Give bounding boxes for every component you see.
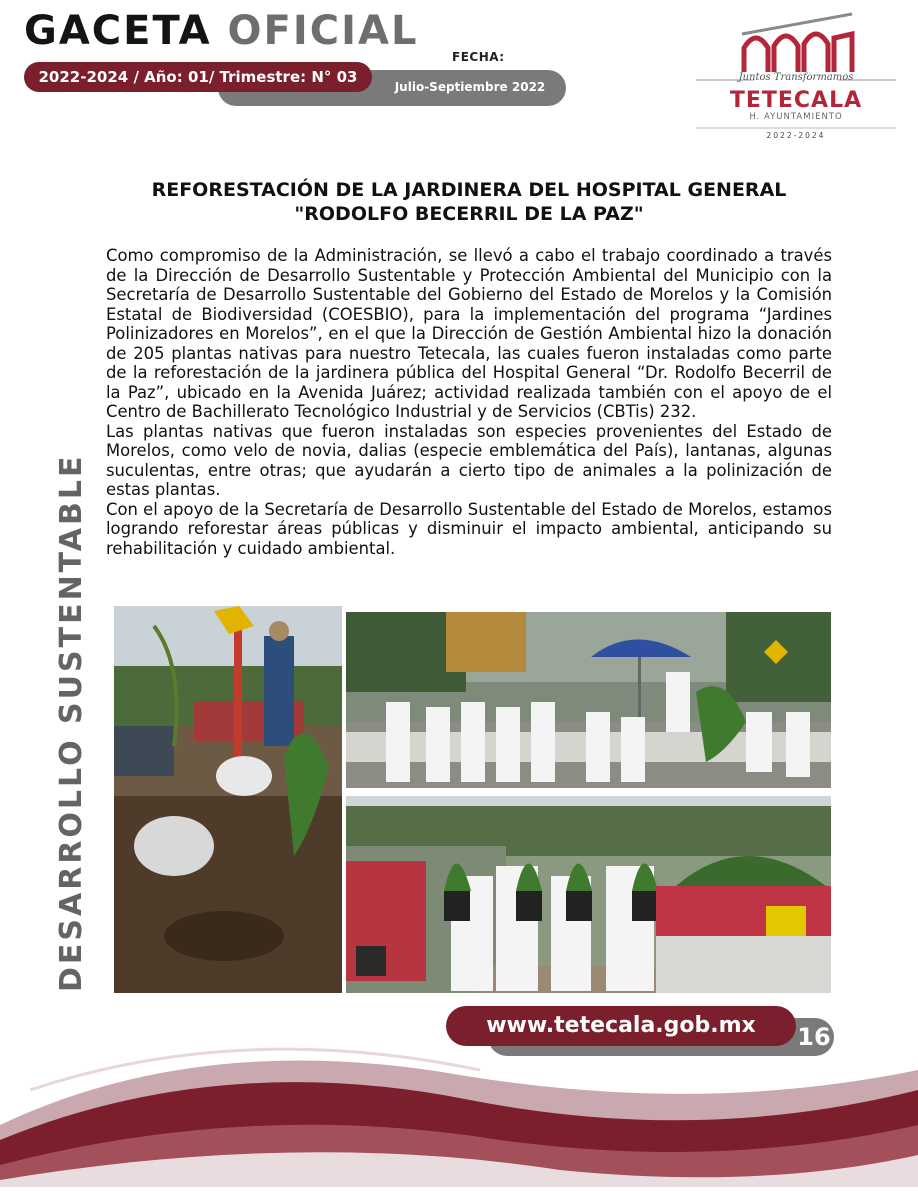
- page-number: 16: [797, 1023, 831, 1051]
- article-title-line1: REFORESTACIÓN DE LA JARDINERA DEL HOSPITAL GENERAL: [151, 179, 787, 201]
- gazette-title-bold: GACETA: [24, 8, 212, 54]
- website-link[interactable]: www.tetecala.gob.mx: [446, 1006, 796, 1046]
- date-value: Julio-Septiembre 2022: [394, 80, 546, 94]
- gazette-title-light: OFICIAL: [227, 8, 419, 54]
- article-paragraph: Con el apoyo de la Secretaría de Desarrollo Sustentable del Estado de Morelos, estamos logrando reforestar áreas públicas y disminuir el impacto ambiental, anticipando su rehabilitación y cuidado ambiental.: [106, 499, 832, 558]
- logo-name: TETECALA: [729, 88, 863, 113]
- article-paragraph: Como compromiso de la Administración, se llevó a cabo el trabajo coordinado a través de la Dirección de Desarrollo Sustentable y Protección Ambiental del Municipio con la Secretaría de Desarrollo Sustentable del Gobierno del Estado de Morelos y la Comisión Estatal de Biodiversidad (COESBIO), para la implementación del programa “Jardines Polinizadores en Morelos”, en el que la Dirección de Gestión Ambiental hizo la donación de 205 plantas nativas para nuestro Tetecala, las cuales fueron instaladas como parte de la reforestación de la jardinera pública del Hospital General “Dr. Rodolfo Becerril de la Paz”, ubicado en la Avenida Juárez; actividad realizada también con el apoyo de el Centro de Bachillerato Tecnológico Industrial y de Servicios (CBTis) 232.: [106, 246, 832, 421]
- section-label: DESARROLLO SUSTENTABLE: [54, 453, 89, 992]
- photo-students-with-plants: [346, 796, 831, 993]
- gazette-title: [24, 8, 418, 54]
- logo-slogan: Juntos Transformamos: [738, 72, 854, 83]
- article-title: [106, 178, 832, 226]
- photo-planting-tree: [114, 606, 342, 993]
- period-badge: 2022-2024 / Año: 01/ Trimestre: N° 03: [24, 62, 372, 92]
- article-paragraph: Las plantas nativas que fueron instaladas son especies provenientes del Estado de Morelos, como velo de novia, dalias (especie emblemática del País), lantanas, algunas suculentas, entre otras; que ayudarán a cierto tipo de animales a la polinización de estas plantas.: [106, 421, 832, 499]
- logo-subtitle: H. AYUNTAMIENTO: [749, 112, 843, 122]
- article-title-line2: "RODOLFO BECERRIL DE LA PAZ": [294, 203, 644, 225]
- date-label: FECHA:: [452, 50, 505, 64]
- photo-volunteers-group: [346, 612, 831, 788]
- article-body: [106, 246, 832, 558]
- logo-years: 2022-2024: [766, 131, 826, 140]
